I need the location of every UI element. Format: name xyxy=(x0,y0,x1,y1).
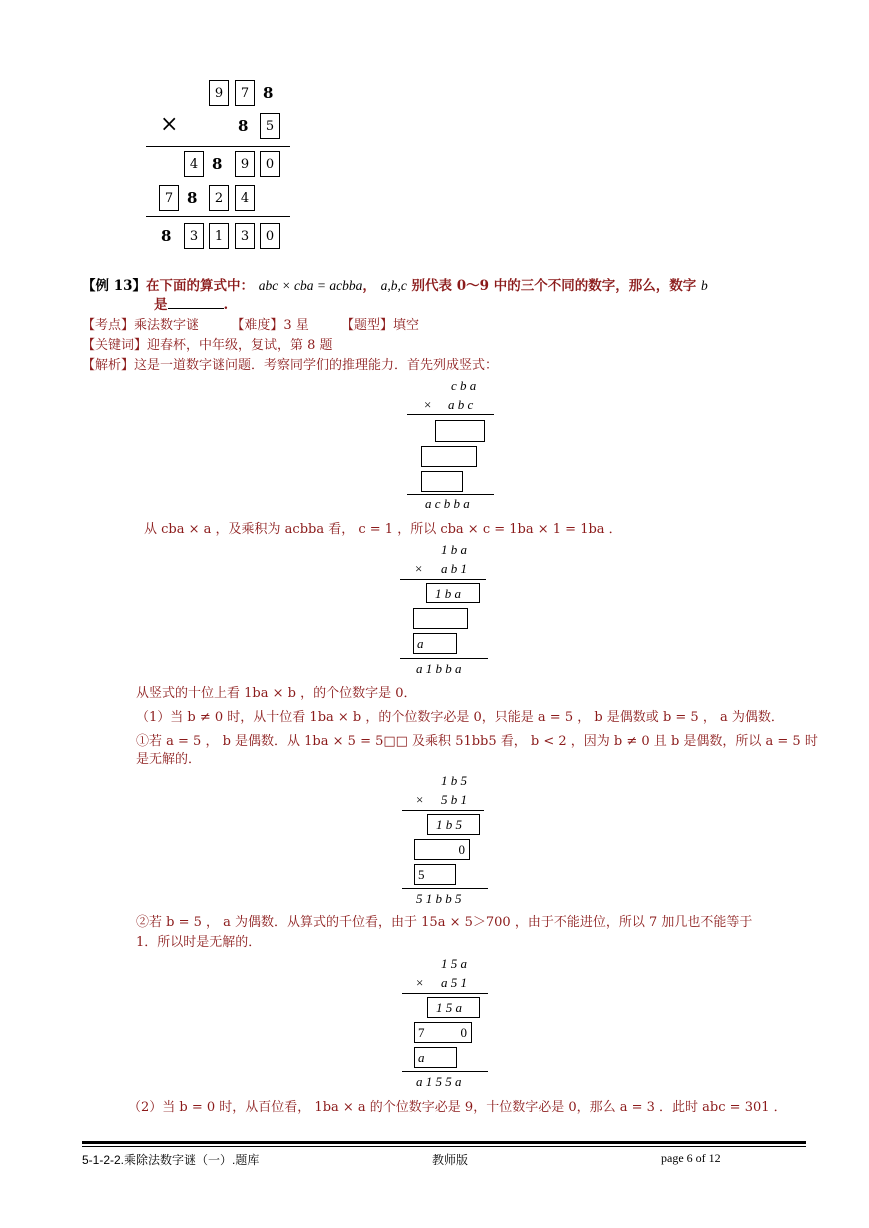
digit-box xyxy=(184,151,204,177)
multiplicand: 1 5 a xyxy=(441,956,467,971)
digit: 9 xyxy=(214,85,224,101)
multiplier: 5 b 1 xyxy=(441,792,467,807)
partial-product-box xyxy=(414,1022,472,1043)
box-text: 1 5 a xyxy=(436,1000,462,1015)
digit: 8 xyxy=(238,117,249,135)
box-text: 0 xyxy=(460,1025,467,1040)
digit-box xyxy=(260,113,280,139)
keywords-label: 【关键词】 xyxy=(82,338,148,353)
answer-blank xyxy=(168,308,224,309)
rule xyxy=(402,1071,488,1072)
example-question xyxy=(82,278,708,294)
partial-product-box xyxy=(421,446,477,467)
multiply-sign: × xyxy=(424,397,432,412)
digit: 1 xyxy=(214,228,224,244)
box-text: a xyxy=(417,636,424,651)
digit-box xyxy=(159,185,179,211)
digit: 8 xyxy=(212,155,223,173)
partial-product-box xyxy=(413,608,468,629)
footer-rule-thin xyxy=(82,1146,806,1147)
keywords: 迎春杯，中年级，复试，第 8 题 xyxy=(147,338,333,353)
box-text: 7 xyxy=(418,1025,425,1040)
box-text: 1 b 5 xyxy=(436,817,462,832)
digit: 5 xyxy=(265,118,275,134)
multiplier: a b 1 xyxy=(441,561,467,576)
rule xyxy=(402,993,488,994)
question-text: ， xyxy=(362,278,376,294)
rule xyxy=(407,414,494,415)
kaodian-label: 【考点】 xyxy=(82,318,135,333)
digit: 9 xyxy=(240,156,250,172)
box-text: 1 b a xyxy=(435,586,461,601)
box-text: 5 xyxy=(418,867,425,882)
reason-line-4a: ①若 a = 5 ， b 是偶数．从 1ba × 5 = 5□□ 及乘积 51bb5 看， b < 2 ，因为 b ≠ 0 且 b 是偶数，所以 a = 5 时 xyxy=(136,734,818,749)
multiplicand: 1 b 5 xyxy=(441,773,467,788)
partial-product-box xyxy=(427,997,480,1018)
rule xyxy=(407,494,494,495)
multiplicand: c b a xyxy=(451,378,477,393)
digit-box xyxy=(260,223,280,249)
rule xyxy=(146,146,290,147)
partial-product-box xyxy=(421,471,463,492)
example-question-2 xyxy=(154,297,228,313)
digit: 4 xyxy=(189,156,199,172)
digit-box xyxy=(184,223,204,249)
digit-box xyxy=(209,185,229,211)
product: a c b b a xyxy=(425,496,470,511)
multiply-sign: × xyxy=(416,792,424,807)
multiply-sign: × xyxy=(415,561,423,576)
footer-center: 教师版 xyxy=(432,1153,469,1167)
digit-box xyxy=(235,80,255,106)
rule xyxy=(400,658,488,659)
meta-line-3 xyxy=(82,358,498,374)
analysis-label: 【解析】 xyxy=(82,358,135,373)
rule xyxy=(402,810,484,811)
footer-rule-thick xyxy=(82,1141,806,1144)
multiplier: a 5 1 xyxy=(441,975,467,990)
meta-line-1 xyxy=(82,318,419,334)
digit-box xyxy=(209,80,229,106)
kaodian: 乘法数字谜 xyxy=(134,318,200,333)
digit-box xyxy=(209,223,229,249)
variable-b: b xyxy=(700,278,708,293)
multiplier: a b c xyxy=(448,397,474,412)
equation: abc × cba = acbba xyxy=(258,278,363,293)
reason-line-6: （2）当 b = 0 时，从百位看， 1ba × a 的个位数字必是 9，十位数字必是 0，那么 a = 3 ．此时 abc = 301 ． xyxy=(128,1100,787,1115)
digit-box xyxy=(260,151,280,177)
multiply-sign: × xyxy=(160,112,179,137)
product: a 1 5 5 a xyxy=(416,1074,462,1089)
partial-product-box xyxy=(414,1047,457,1068)
partial-product-box xyxy=(414,839,470,860)
tixing: 填空 xyxy=(393,318,420,333)
multiply-sign: × xyxy=(416,975,424,990)
box-text: 0 xyxy=(458,842,465,857)
nandu: 3 星 xyxy=(283,318,309,333)
product: 5 1 b b 5 xyxy=(416,891,462,906)
reason-line-5b: 1．所以时是无解的． xyxy=(136,935,262,950)
partial-product-box xyxy=(414,864,456,885)
tixing-label: 【题型】 xyxy=(341,318,394,333)
meta-line-2 xyxy=(82,338,333,354)
digit: 7 xyxy=(240,85,250,101)
question-text: 在下面的算式中： xyxy=(146,278,254,294)
partial-product-box xyxy=(426,583,480,603)
reason-line-4b: 是无解的． xyxy=(136,752,202,767)
digit-box xyxy=(235,185,255,211)
digit: 0 xyxy=(265,156,275,172)
rule xyxy=(400,579,486,580)
product: a 1 b b a xyxy=(416,661,462,676)
digit-box xyxy=(235,223,255,249)
reason-line-2: 从竖式的十位上看 1ba × b ，的个位数字是 0． xyxy=(136,686,417,701)
rule xyxy=(146,216,290,217)
question-text: 是 xyxy=(154,297,168,313)
partial-product-box xyxy=(435,420,485,442)
reason-line-5a: ②若 b = 5 ， a 为偶数．从算式的千位看，由于 15a × 5＞700 ，由于不能进位，所以 7 加几也不能等于 xyxy=(136,915,753,930)
partial-product-box xyxy=(413,633,457,654)
digit-box xyxy=(235,151,255,177)
example-tag: 【例 13】 xyxy=(82,278,146,294)
reason-line-3: （1）当 b ≠ 0 时，从十位看 1ba × b ，的个位数字必是 0，只能是 a = 5 ， b 是偶数或 b = 5 ， a 为偶数． xyxy=(136,710,784,725)
digit: 0 xyxy=(265,228,275,244)
digit: 7 xyxy=(164,190,174,206)
reason-line-1: 从 cba × a ，及乘积为 acbba 看， c = 1 ，所以 cba × c = 1ba × 1 = 1ba ． xyxy=(144,522,622,537)
digit: 8 xyxy=(161,227,172,245)
variables: a,b,c xyxy=(380,278,407,293)
rule xyxy=(402,888,488,889)
partial-product-box xyxy=(427,814,480,835)
question-text: 别代表 0～9 中的三个不同的数字，那么，数字 xyxy=(406,278,697,294)
multiplicand: 1 b a xyxy=(441,542,467,557)
digit: 8 xyxy=(187,189,198,207)
footer-page: page 6 of 12 xyxy=(661,1151,721,1165)
nandu-label: 【难度】 xyxy=(231,318,284,333)
digit: 3 xyxy=(189,228,199,244)
box-text: a xyxy=(418,1050,425,1065)
digit: 4 xyxy=(240,190,250,206)
digit: 3 xyxy=(240,228,250,244)
analysis: 这是一道数字谜问题．考察同学们的推理能力．首先列成竖式： xyxy=(134,358,499,373)
digit: 8 xyxy=(263,84,274,102)
footer-left: 5-1-2-2.乘除法数字谜（一）.题库 xyxy=(82,1153,260,1167)
digit: 2 xyxy=(214,190,224,206)
question-text: . xyxy=(223,297,229,313)
